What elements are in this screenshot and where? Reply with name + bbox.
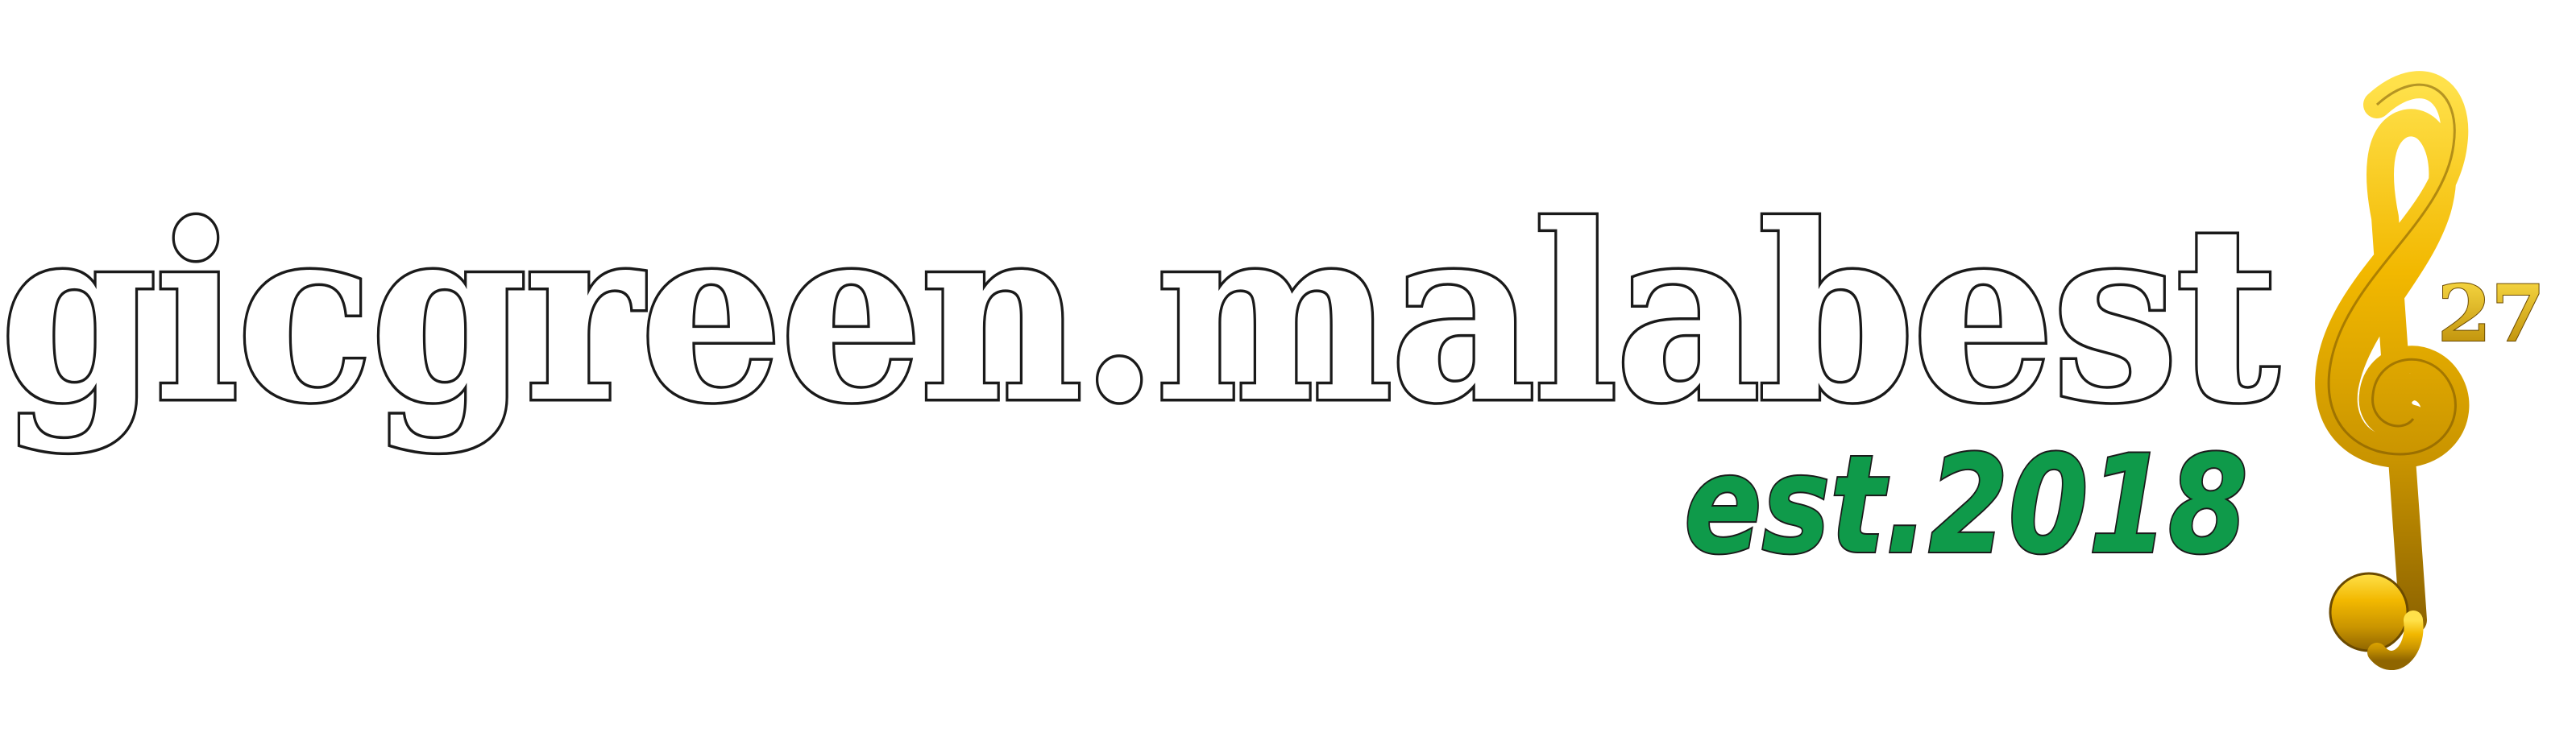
treble-clef-icon <box>2256 56 2498 685</box>
tagline-svg <box>1684 426 2264 584</box>
clef-bottom-dot <box>2330 573 2408 651</box>
established-tagline <box>1684 426 2264 584</box>
badge-number: 27 <box>2437 268 2545 359</box>
number-badge <box>2437 270 2558 358</box>
badge-svg <box>2437 270 2558 358</box>
wordmark-text: gicgreen.malabest <box>0 172 2281 456</box>
tagline-text: est.2018 <box>1684 426 2248 584</box>
clef-body <box>2329 85 2455 620</box>
treble-clef-svg <box>2256 56 2498 685</box>
